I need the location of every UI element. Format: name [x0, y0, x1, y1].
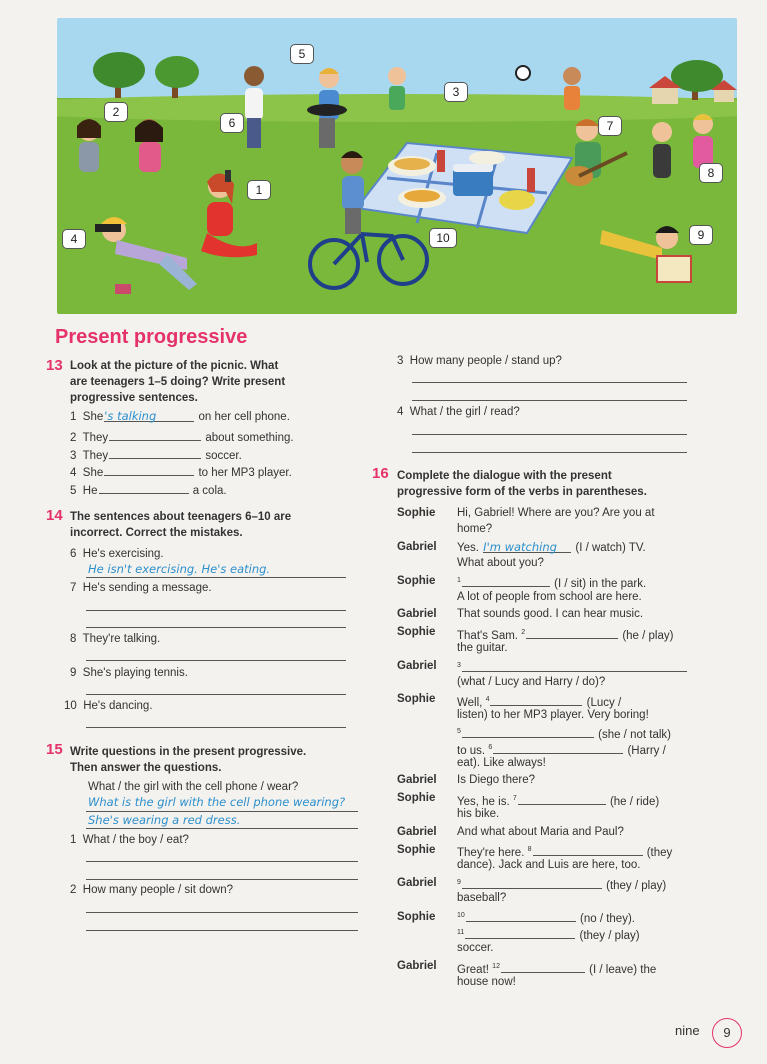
dialogue-line: Well, $^4$ (Lucy / — [457, 693, 621, 709]
dialogue-line: home? — [457, 523, 493, 535]
ex13-answer-field[interactable] — [109, 446, 201, 459]
picture-label: 3 — [444, 82, 468, 102]
ex14-answer-line[interactable] — [86, 577, 346, 578]
ex13-item: 3 They soccer. — [70, 446, 242, 462]
ex14-item: 6 He's exercising. — [70, 548, 164, 560]
exercise-14-number: 14 — [46, 507, 63, 524]
speaker: Gabriel — [397, 826, 437, 838]
ex15-answer-line[interactable] — [86, 930, 358, 931]
dialogue-line: And what about Maria and Paul? — [457, 826, 624, 838]
exercise-13-number: 13 — [46, 357, 63, 374]
ex15-answer-line[interactable] — [412, 434, 687, 435]
ex15-example-answer: She's wearing a red dress. — [88, 813, 241, 827]
speaker: Sophie — [397, 575, 436, 587]
page-word: nine — [675, 1023, 700, 1038]
dialogue-line: dance). Jack and Luis are here, too. — [457, 859, 641, 871]
dialogue-line: $^5$ (she / not talk) — [457, 725, 671, 741]
picture-label: 10 — [429, 228, 457, 248]
exercise-16-number: 16 — [372, 465, 389, 482]
picture-label: 5 — [290, 44, 314, 64]
dialogue-line: $^1$ (I / sit) in the park. — [457, 574, 646, 590]
ex16-answer-field[interactable] — [462, 876, 602, 889]
exercise-16-instruction: Complete the dialogue with the present progressive form of the verbs in parentheses. — [397, 470, 647, 498]
ex14-answer-line[interactable] — [86, 694, 346, 695]
dialogue-line: (what / Lucy and Harry / do)? — [457, 676, 606, 688]
speaker: Gabriel — [397, 960, 437, 972]
dialogue-line: $^{10}$ (no / they). — [457, 909, 635, 925]
ex16-answer-field[interactable] — [466, 909, 576, 922]
ex14-item: 7 He's sending a message. — [70, 582, 212, 594]
ex15-answer-line[interactable] — [412, 400, 687, 401]
speaker: Sophie — [397, 792, 436, 804]
dialogue-line: eat). Like always! — [457, 757, 546, 769]
ex15-answer-line[interactable] — [412, 382, 687, 383]
exercise-13-instruction: Look at the picture of the picnic. What are teenagers 1–5 doing? Write present progressive sentences. — [70, 360, 286, 404]
ex13-answer-field[interactable] — [109, 428, 201, 441]
dialogue-line: A lot of people from school are here. — [457, 591, 642, 603]
ex16-answer-field[interactable] — [526, 626, 618, 639]
picture-label: 4 — [62, 229, 86, 249]
ex16-answer-field[interactable]: I'm watching — [483, 540, 571, 553]
dialogue-line: 3 — [457, 659, 688, 675]
ex15-answer-line[interactable] — [412, 452, 687, 453]
dialogue-line: listen) to her MP3 player. Very boring! — [457, 709, 649, 721]
ex14-answer-line[interactable] — [86, 660, 346, 661]
ex16-answer-field[interactable] — [490, 693, 582, 706]
dialogue-line: That's Sam. $^2$ (he / play) — [457, 626, 673, 642]
ex15-answer-line[interactable] — [86, 811, 358, 812]
dialogue-line: Hi, Gabriel! Where are you? Are you at — [457, 507, 655, 519]
ex14-item: 8 They're talking. — [70, 633, 161, 645]
ex15-answer-line[interactable] — [86, 861, 358, 862]
picture-label: 8 — [699, 163, 723, 183]
speaker: Gabriel — [397, 608, 437, 620]
dialogue-line: the guitar. — [457, 642, 508, 654]
ex16-answer-field[interactable] — [518, 792, 606, 805]
speaker: Sophie — [397, 626, 436, 638]
ex15-answer-line[interactable] — [86, 879, 358, 880]
ex16-answer-field[interactable] — [465, 926, 575, 939]
ex15-item: 3 How many people / stand up? — [397, 355, 562, 367]
ex14-answer-line[interactable] — [86, 627, 346, 628]
dialogue-line: soccer. — [457, 942, 494, 954]
speaker: Gabriel — [397, 541, 437, 553]
ex16-answer-field[interactable] — [533, 843, 643, 856]
speaker: Sophie — [397, 507, 436, 519]
dialogue-line: his bike. — [457, 808, 500, 820]
picture-label: 6 — [220, 113, 244, 133]
ex16-answer-field[interactable] — [493, 741, 623, 754]
picnic-illustration — [57, 18, 737, 314]
ex13-item: 1 She's talking on her cell phone. — [70, 409, 290, 423]
picture-label: 1 — [247, 180, 271, 200]
ex13-item: 2 They about something. — [70, 428, 294, 444]
ex13-answer-field[interactable] — [99, 481, 189, 494]
ex16-answer-field[interactable] — [462, 574, 550, 587]
ex16-answer-field[interactable] — [462, 659, 687, 672]
exercise-14-instruction: The sentences about teenagers 6–10 are incorrect. Correct the mistakes. — [70, 511, 292, 539]
exercise-15-number: 15 — [46, 741, 63, 758]
dialogue-line: Yes, he is. $^7$ (he / ride) — [457, 792, 659, 808]
ex14-example-answer: He isn't exercising. He's eating. — [88, 562, 271, 576]
exercise-15-instruction: Write questions in the present progressive. Then answer the questions. — [70, 746, 307, 774]
speaker: Sophie — [397, 844, 436, 856]
picture-label: 9 — [689, 225, 713, 245]
ex15-example-question: What is the girl with the cell phone wearing? — [88, 795, 346, 809]
dialogue-line: house now! — [457, 976, 516, 988]
ex14-answer-line[interactable] — [86, 727, 346, 728]
ex15-example-prompt: What / the girl with the cell phone / wear? — [88, 781, 299, 793]
dialogue-line: Is Diego there? — [457, 774, 535, 786]
dialogue-line: Great! $^{12}$ (I / leave) the — [457, 960, 656, 976]
ex14-item: 9 She's playing tennis. — [70, 667, 188, 679]
dialogue-line: What about you? — [457, 557, 544, 569]
dialogue-line: $^9$ (they / play) — [457, 876, 666, 892]
ex16-answer-field[interactable] — [501, 960, 585, 973]
section-title: Present progressive — [55, 326, 248, 348]
ex15-answer-line[interactable] — [86, 912, 358, 913]
speaker: Gabriel — [397, 877, 437, 889]
dialogue-line: They're here. $^8$ (they — [457, 843, 672, 859]
ex13-answer-field[interactable] — [104, 463, 194, 476]
ex15-item: 2 How many people / sit down? — [70, 884, 234, 896]
picture-label: 2 — [104, 102, 128, 122]
ex16-answer-field[interactable] — [462, 725, 594, 738]
dialogue-line: $^{11}$ (they / play) — [457, 926, 640, 942]
dialogue-line: Yes. I'm watching (I / watch) TV. — [457, 540, 646, 554]
speaker: Sophie — [397, 693, 436, 705]
page-number: 9 — [712, 1018, 742, 1048]
speaker: Gabriel — [397, 774, 437, 786]
dialogue-line: baseball? — [457, 892, 507, 904]
ex14-item: 10 He's dancing. — [64, 700, 153, 712]
speaker: Gabriel — [397, 660, 437, 672]
ex13-item: 5 He a cola. — [70, 481, 227, 497]
dialogue-line: That sounds good. I can hear music. — [457, 608, 644, 620]
dialogue-line: to us. $^6$ (Harry / — [457, 741, 666, 757]
picture-label: 7 — [598, 116, 622, 136]
ex15-answer-line[interactable] — [86, 828, 358, 829]
ex13-answer-field[interactable]: 's talking — [104, 409, 194, 422]
ex13-item: 4 She to her MP3 player. — [70, 463, 292, 479]
ex15-item: 4 What / the girl / read? — [397, 406, 520, 418]
speaker: Sophie — [397, 911, 436, 923]
ex15-item: 1 What / the boy / eat? — [70, 834, 189, 846]
ex14-answer-line[interactable] — [86, 610, 346, 611]
